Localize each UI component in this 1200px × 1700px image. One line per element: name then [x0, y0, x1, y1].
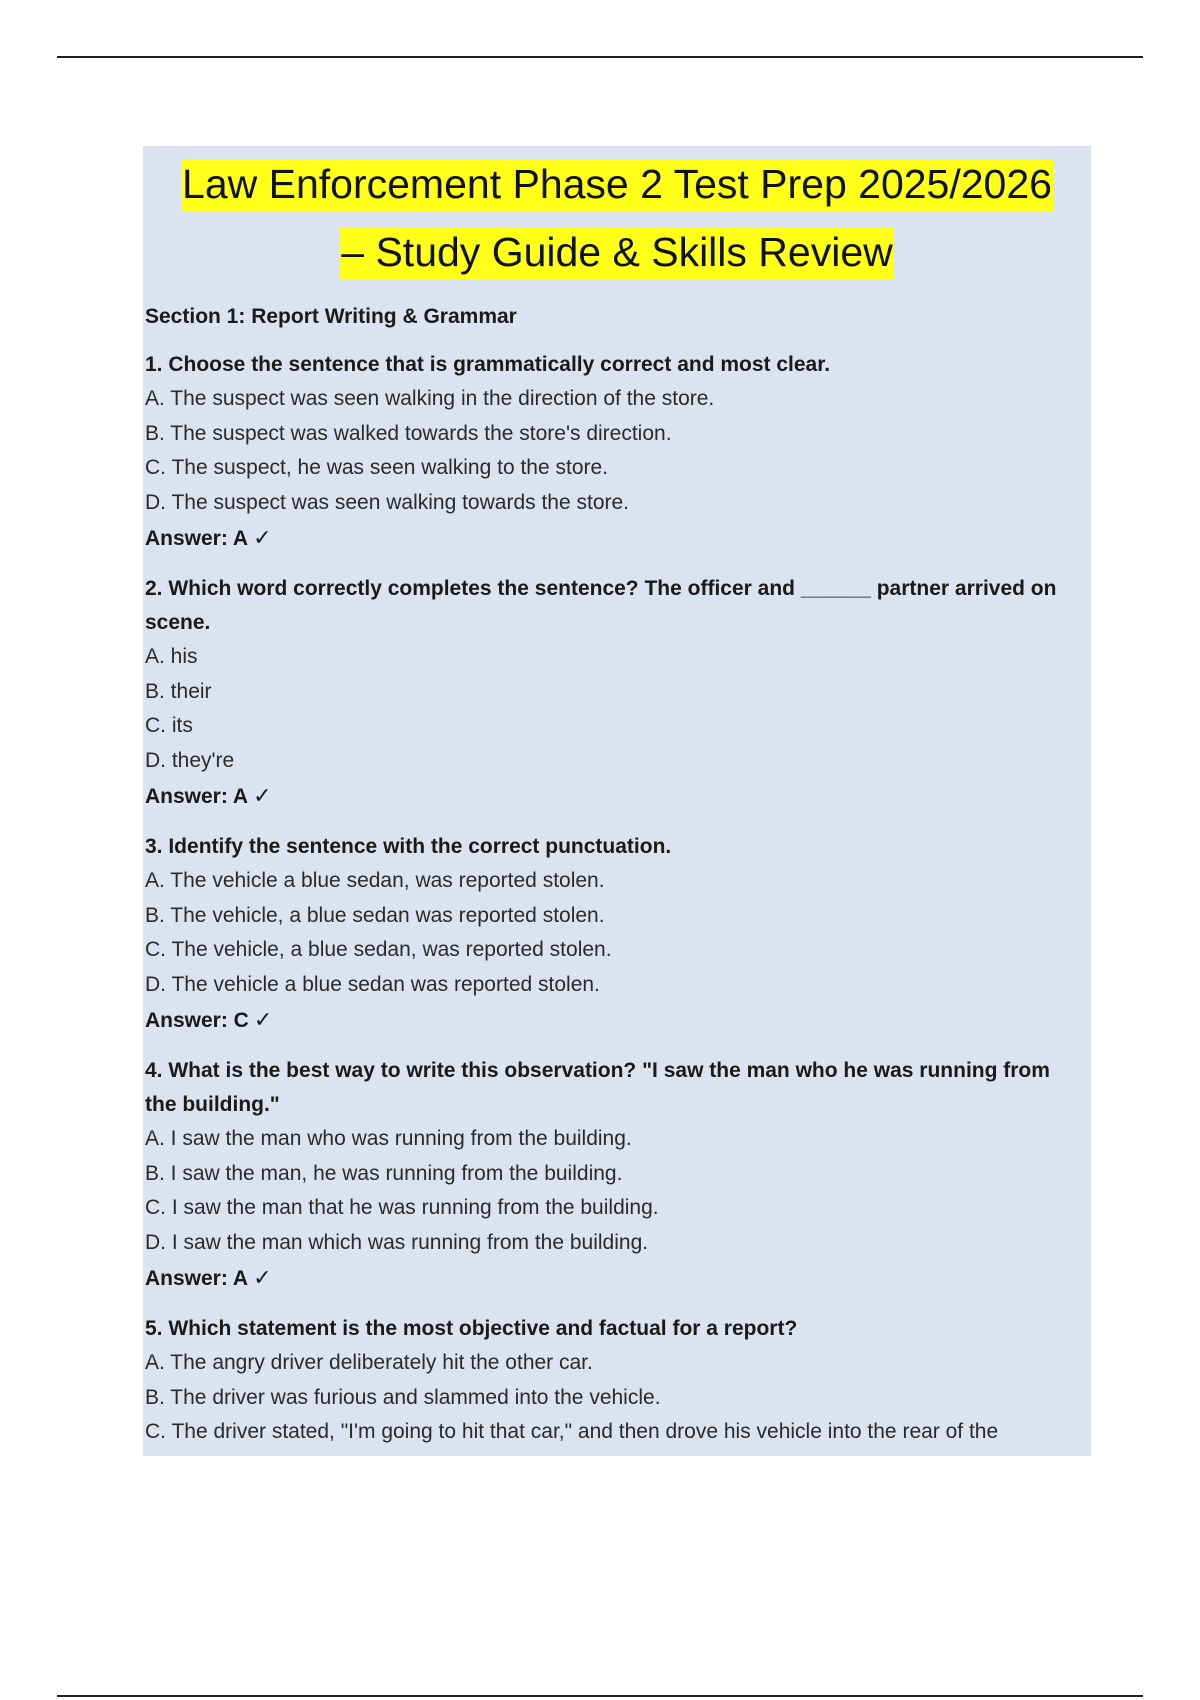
checkmark-icon: ✓ — [253, 784, 272, 809]
answer-line — [143, 778, 1091, 816]
option-d: D. The vehicle a blue sedan was reported stolen. — [145, 972, 600, 996]
answer-line — [143, 1002, 1091, 1040]
answer-text: Answer: A — [145, 785, 249, 808]
answer-text: Answer: A — [145, 527, 249, 550]
question-5 — [143, 1312, 1091, 1450]
title-line-1: Law Enforcement Phase 2 Test Prep 2025/2026 — [181, 159, 1053, 211]
answer-text: Answer: A — [145, 1267, 249, 1290]
document-page — [143, 146, 1091, 1456]
checkmark-icon: ✓ — [253, 1008, 273, 1033]
answer-line — [143, 1260, 1091, 1298]
option-d: D. The suspect was seen walking towards the store. — [145, 490, 630, 514]
option-b: B. The driver was furious and slammed into the vehicle. — [145, 1385, 661, 1409]
question-3 — [143, 830, 1091, 1040]
option-b: B. I saw the man, he was running from the building. — [145, 1161, 623, 1185]
option-b: B. The suspect was walked towards the store's direction. — [145, 421, 672, 445]
option-c: C. The driver stated, "I'm going to hit that car," and then drove his vehicle into the rear of the — [145, 1420, 999, 1443]
answer-text: Answer: C — [145, 1009, 249, 1032]
checkmark-icon: ✓ — [253, 526, 272, 551]
answer-line — [143, 520, 1091, 558]
option-a: A. The angry driver deliberately hit the other car. — [145, 1351, 593, 1374]
top-rule — [57, 56, 1143, 58]
option-c: C. The vehicle, a blue sedan, was reported stolen. — [145, 938, 612, 961]
question-text: 4. What is the best way to write this observation? "I saw the man who he was running from the building." — [145, 1059, 1050, 1116]
option-c: C. The suspect, he was seen walking to the store. — [145, 456, 609, 479]
question-2 — [143, 572, 1091, 816]
option-c: C. its — [145, 714, 193, 737]
checkmark-icon: ✓ — [253, 1266, 272, 1291]
option-b: B. their — [145, 679, 212, 703]
option-a: A. The suspect was seen walking in the direction of the store. — [145, 387, 715, 410]
option-a: A. his — [145, 645, 198, 668]
question-4 — [143, 1054, 1091, 1298]
document-title — [143, 146, 1091, 286]
option-d: D. they're — [145, 748, 235, 772]
option-a: A. The vehicle a blue sedan, was reported stolen. — [145, 869, 605, 892]
option-b: B. The vehicle, a blue sedan was reported stolen. — [145, 903, 605, 927]
question-text: 5. Which statement is the most objective and factual for a report? — [145, 1317, 798, 1340]
question-text: 2. Which word correctly completes the sentence? The officer and ______ partner arrived on scene. — [145, 577, 1057, 634]
bottom-rule — [57, 1695, 1143, 1697]
question-1 — [143, 348, 1091, 558]
question-text: 3. Identify the sentence with the correct punctuation. — [145, 835, 672, 858]
question-text: 1. Choose the sentence that is grammatically correct and most clear. — [145, 353, 831, 376]
option-c: C. I saw the man that he was running from the building. — [145, 1196, 659, 1219]
title-line-2: – Study Guide & Skills Review — [340, 227, 893, 279]
option-a: A. I saw the man who was running from the building. — [145, 1127, 632, 1150]
option-d: D. I saw the man which was running from the building. — [145, 1230, 649, 1254]
section-heading: Section 1: Report Writing & Grammar — [145, 305, 517, 328]
